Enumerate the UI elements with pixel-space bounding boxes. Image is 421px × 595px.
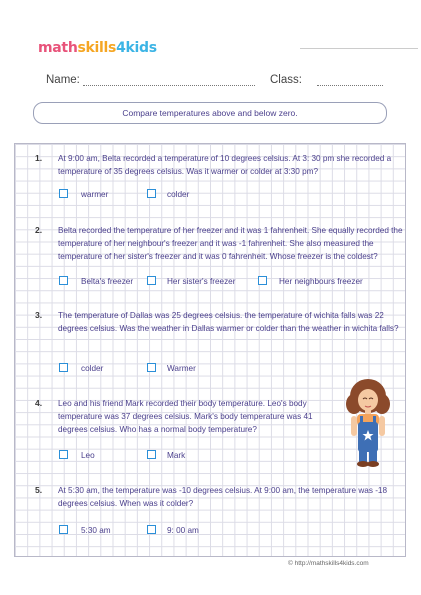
instruction-box (33, 102, 387, 124)
logo-part-skills: skills (77, 40, 117, 56)
option-checkbox[interactable] (147, 525, 156, 534)
instruction-text: Compare temperatures above and below zero. (122, 108, 298, 118)
class-label: Class: (270, 74, 302, 86)
question-text: Leo and his friend Mark recorded their body temperature. Leo's body temperature was 37 degrees celsius. Mark's body temperature was 41 degrees celsius. Who has a normal body temperature? (58, 399, 313, 434)
option-label: Belta's freezer (81, 277, 134, 286)
logo-part-4kids: 4kids (116, 40, 157, 56)
question-text: At 9:00 am, Belta recorded a temperature of 10 degrees celsius. At 3: 30 pm she recorded a temperature of 35 degrees celsius. Was it warmer or colder at 3:30 pm? (58, 154, 392, 176)
option-label: colder (167, 190, 190, 199)
question-number: 2. (35, 225, 43, 235)
option-label: Warmer (167, 364, 196, 373)
girl-illustration (340, 378, 396, 470)
class-row (270, 74, 383, 86)
option-label: Her sister's freezer (167, 277, 236, 286)
question-text: The temperature of Dallas was 25 degrees celsius. the temperature of wichita falls was 22 degrees celsius. Was the weather in Dallas warmer or colder than the weather in wichita falls? (58, 311, 399, 333)
footer-url: © http://mathskills4kids.com (288, 560, 369, 567)
option-checkbox[interactable] (147, 189, 156, 198)
option-checkbox[interactable] (59, 189, 68, 198)
option-label: 5:30 am (81, 526, 111, 535)
header-rule (300, 48, 418, 49)
question-number: 4. (35, 398, 43, 408)
question-5 (35, 484, 405, 510)
option-checkbox[interactable] (59, 525, 68, 534)
option-checkbox[interactable] (258, 276, 267, 285)
question-1 (35, 152, 405, 178)
option-label: 9: 00 am (167, 526, 199, 535)
class-field[interactable] (317, 76, 383, 86)
option-checkbox[interactable] (59, 450, 68, 459)
question-3 (35, 309, 405, 335)
option-label: warmer (81, 190, 109, 199)
option-checkbox[interactable] (59, 363, 68, 372)
question-number: 3. (35, 310, 43, 320)
name-row (46, 74, 255, 86)
option-label: Leo (81, 451, 95, 460)
question-text: Belta recorded the temperature of her freezer and it was 1 fahrenheit. She equally recorded the temperature of her neighbour's freezer and it was -1 fahrenheit. She also measured the temperature of her sister's freezer and it was 0 fahrenheit. Whose freezer is the coldest? (58, 226, 403, 261)
question-4 (35, 397, 335, 436)
logo-part-math: math (38, 40, 78, 56)
option-checkbox[interactable] (59, 276, 68, 285)
option-checkbox[interactable] (147, 450, 156, 459)
name-field[interactable] (83, 76, 255, 86)
worksheet-grid (14, 143, 406, 557)
question-2 (35, 224, 405, 263)
option-label: colder (81, 364, 104, 373)
logo (38, 40, 157, 56)
option-checkbox[interactable] (147, 276, 156, 285)
option-label: Her neighbours freezer (279, 277, 363, 286)
option-label: Mark (167, 451, 186, 460)
option-checkbox[interactable] (147, 363, 156, 372)
question-number: 5. (35, 485, 43, 495)
question-text: At 5:30 am, the temperature was -10 degrees celsius. At 9:00 am, the temperature was -18 degrees celsius. When was it colder? (58, 486, 388, 508)
name-label: Name: (46, 74, 80, 86)
question-number: 1. (35, 153, 43, 163)
